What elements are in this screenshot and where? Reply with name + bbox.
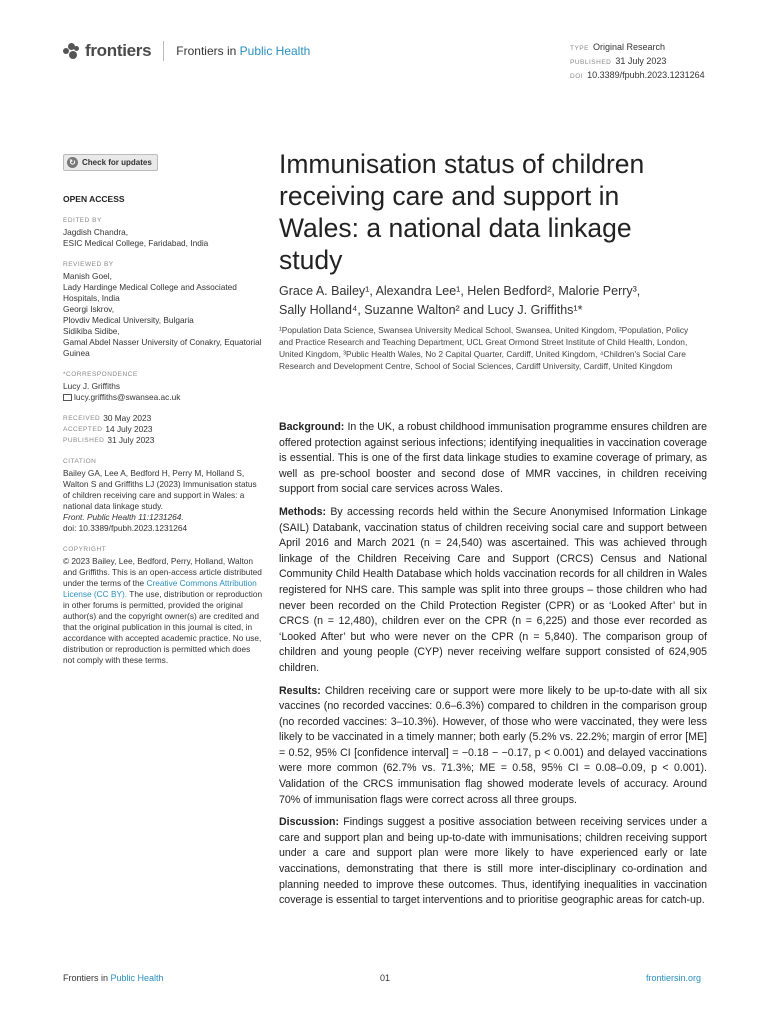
correspondence-name: Lucy J. Griffiths (63, 381, 121, 391)
copyright-text: © 2023 Bailey, Lee, Bedford, Perry, Holland, Walton and Griffiths. This is an open-access article distributed under the terms of the Creative Commons Attribution License (CC BY). The use, distribution or reproduction in other forums is permitted, provided the original author(s) and the copyright owner(s) are credited and that the original publication in this journal is cited, in accordance with accepted academic practice. No use, distribution or reproduction is permitted which does not comply with these terms. (63, 556, 263, 665)
editor-affiliation: ESIC Medical College, Faridabad, India (63, 238, 209, 248)
authors-line: Grace A. Bailey¹, Alexandra Lee¹, Helen Bedford², Malorie Perry³, (279, 284, 641, 298)
footer-site-link[interactable]: frontiersin.org (646, 973, 702, 983)
article-dates (63, 413, 263, 446)
article-title: Immunisation status of children receiving care and support in Wales: a national data linkage study (279, 149, 645, 275)
correspondence-email-link[interactable]: lucy.griffiths@swansea.ac.uk (63, 392, 263, 403)
page-number: 01 (380, 973, 391, 983)
reviewer-affiliation: Gamal Abdel Nasser University of Conakry, Equatorial Guinea (63, 337, 262, 358)
refresh-icon: ↻ (67, 157, 78, 168)
check-updates-button[interactable]: ↻ Check for updates (63, 154, 158, 171)
abstract-methods: Methods: By accessing records held within the Secure Anonymised Information Linkage (SAIL) Databank, vaccination status of children receiving social care and support between April 2016 and March 2021 (n = 24,540) was ascertained. This was achieved through linkage of the Children Receiving Care and Support (CRCS) Census and National Community Child Health Database which holds vaccination records for all children in Wales registered for NHS care. This sample was split into three groups – those children who had never been recorded on the Child Protection Register (CPR) or as ‘Looked After’ but in CRCS (n = 12,480), children ever on the CPR (n = 6,225) and those ever recorded as ‘Looked After’ but who were never on the CPR (n = 5,840). The comparison group of children and young people (CYP) never receiving welfare support consisted of 624,905 children. (279, 505, 707, 674)
mail-icon (63, 394, 72, 401)
citation-doi: doi: 10.3389/fpubh.2023.1231264 (63, 523, 188, 533)
article-meta (570, 41, 705, 83)
abstract-discussion: Discussion: Findings suggest a positive association between receiving services under a care and support plan and being up-to-date with immunisations; children receiving support under a care and support plan were more likely to have experienced early or late vaccinations, demonstrating that there is still more inter-disciplinary co-ordination and planning needed to improve these outcomes. Thus, identifying inequalities in vaccination coverage is essential to target interventions and to prioritise geographic areas for catch-up. (279, 816, 707, 907)
correspondence-label: *CORRESPONDENCE (63, 371, 138, 378)
reviewed-by-label: REVIEWED BY (63, 261, 114, 268)
abstract (279, 420, 707, 916)
date-published: PUBLISHED 31 July 2023 (63, 435, 155, 445)
license-link[interactable]: Creative Commons Attribution License (CC BY). (63, 578, 257, 599)
journal-logo (63, 41, 310, 61)
frontiers-logo-icon (63, 43, 79, 59)
sidebar (63, 154, 263, 666)
abstract-background: Background: In the UK, a robust childhood immunisation programme ensures children are offered protection against serious infections; identifying inequalities in vaccination coverage is essential. This is one of the first data linkage studies to examine coverage of primary, as well as pre-school booster and second dose of MMR vaccines, in children receiving support from social care services across Wales. (279, 421, 707, 496)
reviewer-affiliation: Lady Hardinge Medical College and Associated Hospitals, India (63, 282, 237, 303)
citation-journal: Front. Public Health 11:1231264. (63, 512, 184, 522)
copyright-label: COPYRIGHT (63, 546, 107, 553)
citation-text: Bailey GA, Lee A, Bedford H, Perry M, Holland S, Walton S and Griffiths LJ (2023) Immunisation status of children receiving care and support in Wales: a national data linkage study. (63, 468, 257, 511)
affiliations: ¹Population Data Science, Swansea University Medical School, Swansea, United Kingdom, ²Population, Policy and Practice Research and Teaching Department, UCL Great Ormond Street Institute of Child Health, London, United Kingdom, ³Public Health Wales, No 2 Capital Quarter, Cardiff, United Kingdom, ⁴Children's Social Care Research and Development Centre, School of Social Sciences, Cardiff University, Cardiff, United Kingdom (279, 325, 689, 371)
meta-type: TYPE Original Research (570, 42, 666, 52)
reviewer-name: Sidikiba Sidibe, (63, 326, 120, 336)
abstract-results: Results: Children receiving care or support were more likely to be up-to-date with all six vaccines (no recorded vaccines: 0.6–6.3%) compared to children in the comparison group (no recorded vaccines: 3–10.3%). However, of those who were vaccinated, they were less likely to be vaccinated in a timely manner; both early (5.2% vs. 22.2%; margin of error [ME] = 0.52, 95% CI [confidence interval] = −0.18 − −0.17, p < 0.001) and delayed vaccinations were more common (62.7% vs. 71.3%; ME = 0.58, 95% CI = 0.08–0.09, p < 0.001). Validation of the CRCS immunisation flag showed moderate levels of accuracy. Around 70% of immunisation flags were correct across all three groups. (279, 684, 707, 806)
reviewer-name: Georgi Iskrov, (63, 304, 115, 314)
edited-by-label: EDITED BY (63, 217, 102, 224)
authors-line: Sally Holland⁴, Suzanne Walton² and Lucy J. Griffiths¹* (279, 303, 583, 317)
date-accepted: ACCEPTED 14 July 2023 (63, 424, 153, 434)
meta-published: PUBLISHED 31 July 2023 (570, 56, 667, 66)
journal-name: Frontiers in Public Health (176, 44, 311, 58)
open-access-label: OPEN ACCESS (63, 194, 125, 204)
date-received: RECEIVED 30 May 2023 (63, 413, 152, 423)
brand-name: frontiers (85, 41, 152, 60)
author-list (279, 282, 709, 320)
editor-name: Jagdish Chandra, (63, 227, 129, 237)
meta-doi[interactable]: DOI 10.3389/fpubh.2023.1231264 (570, 70, 705, 80)
reviewer-affiliation: Plovdiv Medical University, Bulgaria (63, 315, 194, 325)
reviewer-name: Manish Goel, (63, 271, 112, 281)
citation-label: CITATION (63, 458, 97, 465)
logo-divider (163, 41, 164, 61)
footer-journal: Frontiers in Public Health (63, 973, 164, 983)
